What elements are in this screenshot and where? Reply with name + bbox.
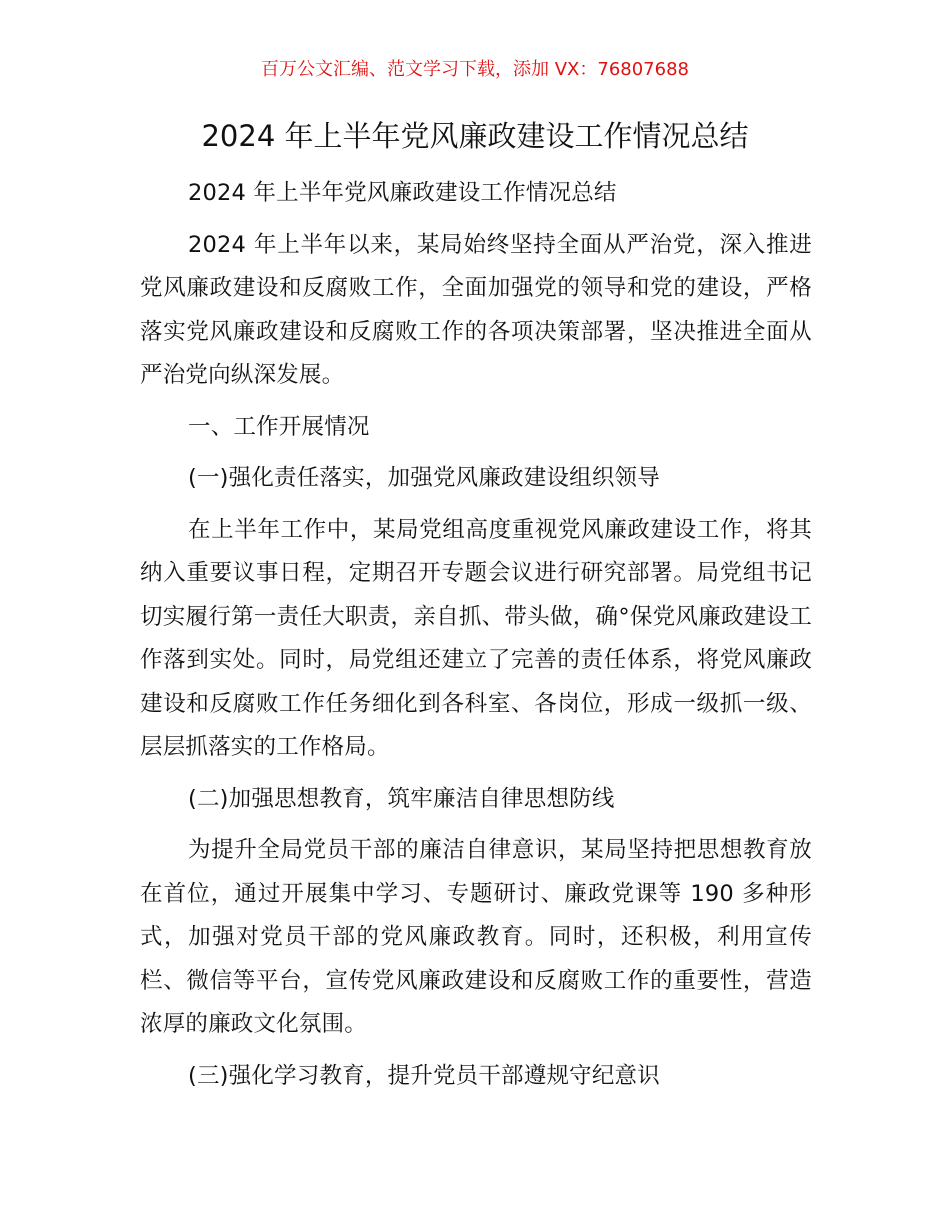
intro-paragraph: 2024 年上半年以来，某局始终坚持全面从严治党，深入推进党风廉政建设和反腐败工作，全面加强党的领导和党的建设，严格落实党风廉政建设和反腐败工作的各项决策部署，坚决推进全面从严治党向纵深发展。 bbox=[140, 231, 812, 388]
subsection-heading-3: (三)强化学习教育，提升党员干部遵规守纪意识 bbox=[188, 1062, 660, 1089]
subsection-heading-1: (一)强化责任落实，加强党风廉政建设组织领导 bbox=[188, 465, 660, 491]
document-title: 2024 年上半年党风廉政建设工作情况总结 bbox=[201, 119, 749, 153]
document-body bbox=[140, 172, 812, 1106]
subsection-paragraph-1: 在上半年工作中，某局党组高度重视党风廉政建设工作，将其纳入重要议事日程，定期召开专题会议进行研究部署。局党组书记切实履行第一责任大职责，亲自抓、带头做，确°保党风廉政建设工作落到实处。同时，局党组还建立了完善的责任体系，将党风廉政建设和反腐败工作任务细化到各科室、各岗位，形成一级抓一级、层层抓落实的工作格局。 bbox=[140, 516, 812, 760]
subsection-heading-2: (二)加强思想教育，筑牢廉洁自律思想防线 bbox=[188, 785, 615, 812]
subsection-paragraph-2: 为提升全局党员干部的廉洁自律意识，某局坚持把思想教育放在首位，通过开展集中学习、专题研讨、廉政党课等 190 多种形式，加强对党员干部的党风廉政教育。同时，还积极，利用宣传栏、微信等平台，宣传党风廉政建设和反腐败工作的重要性，营造浓厚的廉政文化氛围。 bbox=[140, 837, 812, 1037]
document-subtitle: 2024 年上半年党风廉政建设工作情况总结 bbox=[188, 180, 617, 206]
watermark-banner: 百万公文汇编、范文学习下载，添加 VX：76807688 bbox=[261, 59, 689, 80]
section-heading-1: 一、工作开展情况 bbox=[188, 413, 370, 440]
